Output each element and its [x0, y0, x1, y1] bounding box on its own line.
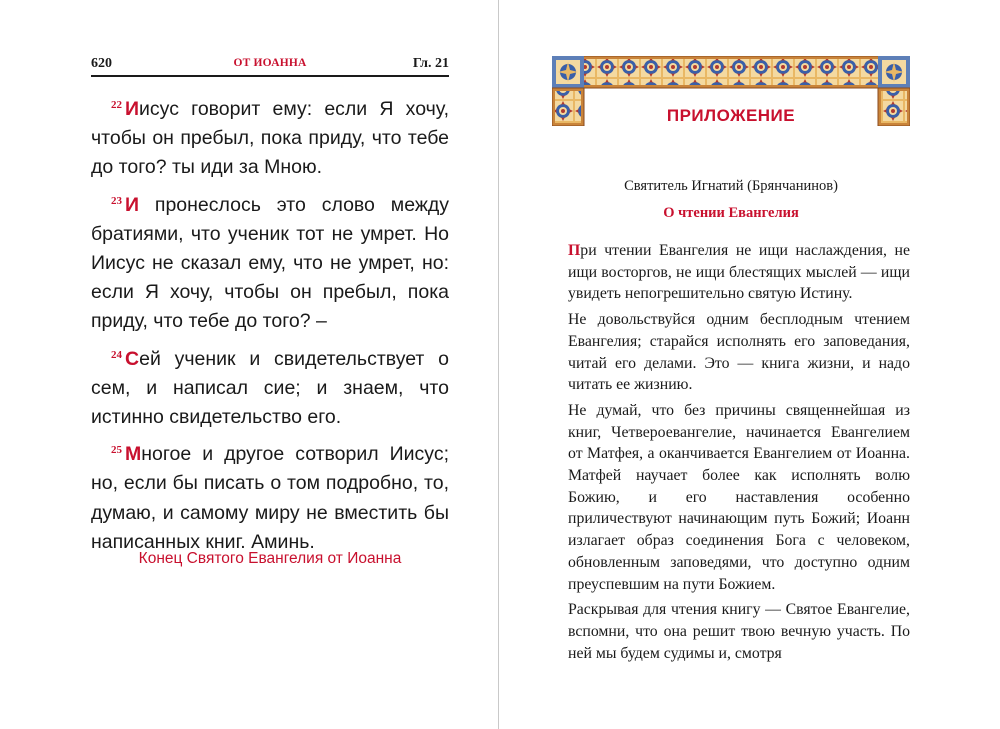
- drop-initial: П: [568, 242, 581, 259]
- chapter-label: Гл. 21: [412, 56, 449, 71]
- verse-initial: И: [125, 98, 140, 120]
- verse-number: 22: [111, 99, 122, 111]
- verse-23: [91, 187, 449, 337]
- paragraph-text: Раскрывая для чтения книгу — Святое Евангелие, вспомни, что она решит твою вечную участь. По ней мы будем судимы и, смотря: [568, 601, 910, 662]
- section-title: ПРИЛОЖЕНИЕ: [666, 106, 796, 125]
- essay-title: О чтении Евангелия: [663, 205, 799, 221]
- verse-number: 24: [111, 348, 122, 361]
- verse-list: [91, 91, 449, 561]
- verse-22: [91, 91, 449, 183]
- essay-paragraph: [568, 400, 910, 595]
- verse-number: 25: [111, 444, 122, 457]
- verse-number: 23: [111, 194, 122, 207]
- essay-paragraph: [568, 599, 910, 664]
- running-header: [91, 56, 449, 74]
- verse-text: ногое и другое сотворил Иисус; но, если бы писать о том подробно, то, думаю, и самому миру не вместить бы написанных книг. Аминь.: [91, 443, 449, 553]
- essay-paragraph: [568, 309, 910, 396]
- verse-text: пронеслось это слово между братиями, что ученик тот не умрет. Но Иисус не сказал ему, что не умрет, но: если Я хочу, чтобы он пребыл, пока приду, что тебе до того? –: [91, 193, 449, 333]
- essay-paragraph: [568, 240, 910, 305]
- page-gutter: [498, 0, 499, 729]
- author-line: Святитель Игнатий (Брянчанинов): [624, 178, 838, 194]
- paragraph-text: ри чтении Евангелия не ищи наслаждения, не ищи восторгов, не ищи блестящих мыслей — ищи увидеть непогрешительно святую Истину.: [568, 242, 910, 303]
- verse-text: исус говорит ему: если Я хочу, чтобы он пребыл, пока приду, что тебе до того? ты иди за Мною.: [91, 98, 449, 179]
- end-note: Конец Святого Евангелия от Иоанна: [138, 550, 402, 567]
- verse-initial: И: [125, 193, 140, 216]
- paragraph-text: Не довольствуйся одним бесплодным чтением Евангелия; старайся исполнять его заповедания, читай его делами. Это — книга жизни, и надо читать ее жизнию.: [568, 311, 910, 394]
- paragraph-text: Не думай, что без причины священнейшая из книг, Четвероевангелие, начинается Евангелием от Матфея, а оканчивается Евангелием от Иоанна. Матфей научает более как исполнять волю Божию, и его наставления особенно приличествуют начинающим путь Божий; Иоанн излагает образ соединения Бога с человеком, обновленным заповедями, что доступно одним преуспевшим на пути Божием.: [568, 401, 910, 593]
- verse-initial: М: [125, 443, 142, 466]
- running-title: ОТ ИОАННА: [233, 57, 307, 69]
- page-number: 620: [91, 56, 112, 71]
- header-rule: [91, 75, 449, 77]
- essay-body: [568, 240, 910, 668]
- verse-text: ей ученик и свидетельствует о сем, и написал сие; и знаем, что истинно свидетельство его.: [91, 347, 449, 429]
- verse-24: [91, 341, 449, 433]
- verse-initial: С: [125, 347, 140, 370]
- verse-25: [91, 436, 449, 557]
